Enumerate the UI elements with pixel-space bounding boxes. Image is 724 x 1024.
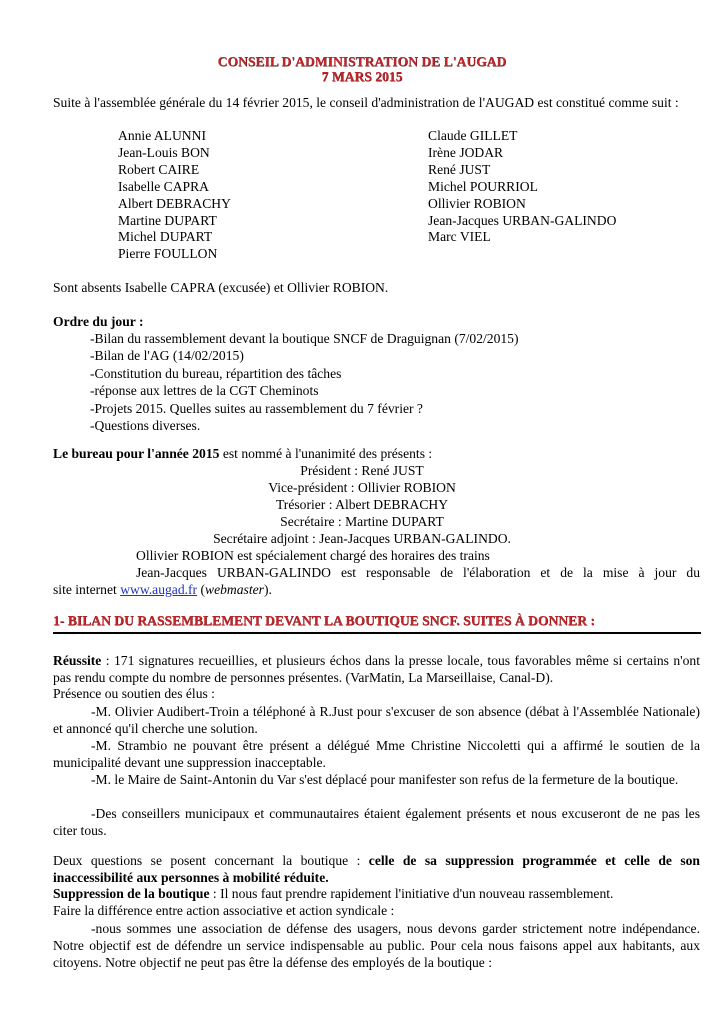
webmaster-italic: webmaster <box>205 582 264 597</box>
association-paragraph: -nous sommes une association de défense des usagers, nous devons garder strictement notre indépendance. Notre objectif est de défendre un service indispensable au public. Pour cela nous faisons appel aux habitants, aux citoyens. Notre objectif ne peut pas être la défense des employés de la boutique : <box>53 921 700 970</box>
member-name: Annie ALUNNI <box>118 128 206 143</box>
bureau-note-trains: Ollivier ROBION est spécialement chargé des horaires des trains <box>136 548 490 563</box>
agenda-item: -Bilan du rassemblement devant la boutique SNCF de Draguignan (7/02/2015) <box>90 331 519 346</box>
member-name: Michel DUPART <box>118 229 213 245</box>
bureau-role: Vice-président : Ollivier ROBION <box>268 480 456 495</box>
member-name: Jean-Louis BON <box>118 144 210 160</box>
member-name: Robert CAIRE <box>118 161 200 177</box>
member-name: Irène JODAR <box>428 144 504 160</box>
section-1-rule <box>53 632 701 634</box>
member-name: Marc VIEL <box>428 229 491 245</box>
member-name: Michel POURRIOL <box>428 178 538 194</box>
member-name: Jean-Jacques URBAN-GALINDO <box>428 212 617 228</box>
reussite-paragraph <box>53 652 700 686</box>
section-1-heading: 1- BILAN DU RASSEMBLEMENT DEVANT LA BOUTIQUE SNCF. SUITES À DONNER : <box>53 613 595 628</box>
member-name: Albert DEBRACHY <box>118 195 231 211</box>
agenda-item: -Constitution du bureau, répartition des tâches <box>90 365 342 381</box>
intro-paragraph: Suite à l'assemblée générale du 14 février 2015, le conseil d'administration de l'AUGAD est constitué comme suit : <box>53 95 679 110</box>
elu-2: -M. Strambio ne pouvant être présent a délégué Mme Christine Niccoletti qui a affirmé le soutien de la municipalité devant une suppression inacceptable. <box>53 738 700 770</box>
document-date: 7 MARS 2015 <box>321 69 403 84</box>
member-name: Isabelle CAPRA <box>118 178 209 194</box>
bureau-note-web: Jean-Jacques URBAN-GALINDO est responsable de l'élaboration et de la mise à jour du <box>136 565 700 580</box>
agenda-item: -réponse aux lettres de la CGT Cheminots <box>90 383 319 399</box>
member-name: Claude GILLET <box>428 128 518 143</box>
member-name: Ollivier ROBION <box>428 195 526 211</box>
agenda-item: -Questions diverses. <box>90 418 201 433</box>
questions-text: Deux questions se posent concernant la boutique : <box>53 853 369 868</box>
reussite-text: : 171 signatures recueillies, et plusieurs échos dans la presse locale, tous favorables même si certains n'ont pas rendu compte du nombre de personnes présentes. (VarMatin, La Marseillaise, Canal-D). <box>53 653 700 685</box>
bureau-role: Secrétaire : Martine DUPART <box>280 514 444 529</box>
elu-4: -Des conseillers municipaux et communautaires étaient également présents et nous excuseront de ne pas les citer tous. <box>53 806 700 838</box>
member-name: René JUST <box>428 161 491 177</box>
webmaster-close: ). <box>263 582 272 597</box>
member-name: Pierre FOULLON <box>118 246 218 262</box>
questions-paragraph <box>53 852 700 886</box>
bureau-role: Trésorier : Albert DEBRACHY <box>275 497 449 512</box>
member-name: Martine DUPART <box>118 212 217 228</box>
website-link[interactable]: www.augad.fr <box>120 582 198 597</box>
bureau-lead <box>53 446 432 462</box>
bureau-lead-rest: est nommé à l'unanimité des présents : <box>219 446 433 461</box>
reussite-label: Réussite <box>53 653 102 668</box>
bureau-lead-bold: Le bureau pour l'année 2015 <box>53 446 220 461</box>
absents-line: Sont absents Isabelle CAPRA (excusée) et Ollivier ROBION. <box>53 280 389 295</box>
elu-1: -M. Olivier Audibert-Troin a téléphoné à R.Just pour s'excuser de son absence (débat à l'Assemblée Nationale) et annoncé qu'il cherche une solution. <box>53 704 700 736</box>
agenda-item: -Bilan de l'AG (14/02/2015) <box>90 348 244 364</box>
elu-3: -M. le Maire de Saint-Antonin du Var s'est déplacé pour manifester son refus de la fermeture de la boutique. <box>91 772 679 787</box>
webmaster-open: ( <box>197 582 206 597</box>
suppression-text: : Il nous faut prendre rapidement l'initiative d'un nouveau rassemblement. <box>209 886 614 901</box>
agenda-heading: Ordre du jour : <box>53 314 144 329</box>
suppression-line <box>53 886 613 902</box>
agenda-item: -Projets 2015. Quelles suites au rassemblement du 7 février ? <box>90 400 423 416</box>
suppression-label: Suppression de la boutique <box>53 886 210 901</box>
questions-bold: celle de sa suppression programmée et celle de son inaccessibilité aux personnes à mobilité réduite. <box>53 853 700 885</box>
website-prefix: site internet <box>53 582 121 597</box>
difference-line: Faire la différence entre action associative et action syndicale : <box>53 903 395 918</box>
document-title: CONSEIL D'ADMINISTRATION DE L'AUGAD <box>217 54 507 69</box>
presence-line: Présence ou soutien des élus : <box>53 686 215 701</box>
bureau-role: Secrétaire adjoint : Jean-Jacques URBAN-GALINDO. <box>213 531 511 546</box>
bureau-note-web-line2 <box>53 582 272 598</box>
bureau-role: Président : René JUST <box>300 463 424 478</box>
